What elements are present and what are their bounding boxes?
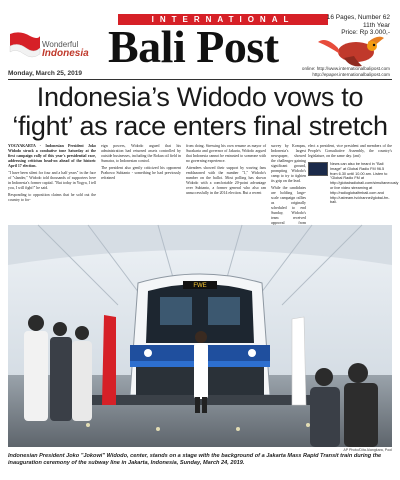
flag-icon [8, 30, 42, 60]
article-paragraph: Responding to opposition claims that he sold out the country to for- [8, 193, 96, 202]
garuda-bird-icon [316, 28, 386, 70]
article-paragraph: While the candidates are holding large-scale campaign rallies as originally scheduled to end Sunday, Widodo's team received approval from [271, 186, 306, 225]
edition-pages: 16 Pages, Number 62 [326, 14, 390, 21]
subway-train-photo [8, 225, 392, 447]
article-paragraph: The president also gently criticized his opponent Prabowo Subianto - something he had previously refrained [101, 166, 181, 180]
headline-line-1: Indonesia’s Widodo vows to [36, 82, 364, 112]
radio-notice-text: News can also be heard in "Bali Image" at Global Radio FM 96.5 from 6.30 until 10.00 am. Listen to "Global Radio FM at http://globalradiobali.com/simultaneously or live video streaming at http://radioglobalfmbali.com and http://ustream.tv/channel/global-fm-bali. [330, 162, 399, 205]
wonderful-indonesia-logo [8, 26, 104, 70]
article-body [8, 144, 399, 225]
article-paragraph: survey by Kompas, Indonesia's largest newspaper, showed the challenger gaining significant ground, prompting Widodo's camp to try to tighten its grip on the lead. [271, 144, 306, 183]
headline-line-2: ‘fight’ as race enters final stretch [12, 111, 388, 141]
article-lead: YOGYAKARTA - Indonesian President Joko Widodo struck a combative tone Saturday at the first campaign rally of this year's presidential race, addressing criticism head-on ahead of the historic April 17 election. [8, 144, 96, 168]
article-paragraph: "I have been silent for four and a half years" in the face of "slander," Widodo told thousands of supporters here in Indonesia's former capital. "But today in Yogya, I tell you, I will fight!" he said. [8, 171, 96, 190]
article-paragraph: eign powers, Widodo argued that his administration had returned assets controlled by outside businesses, including the Rokan oil field in Sumatra, to Indonesian control. [101, 144, 181, 163]
newspaper-title: Bali Post [108, 21, 279, 72]
edition-year: 11th Year [363, 21, 390, 29]
photo-credit: AP Photo/Dita Alangkara, Pool [343, 448, 392, 452]
radio-notice [308, 162, 399, 206]
logo-text [42, 40, 89, 58]
article-column-4 [271, 144, 306, 224]
masthead-title-wrap [108, 22, 328, 80]
issue-date: Monday, March 25, 2019 [8, 70, 82, 77]
article-column-3 [186, 144, 266, 224]
online-line-2[interactable]: http://epaper.internationalbalipost.com [312, 71, 390, 77]
article-column-1 [8, 144, 96, 224]
logo-big-text: Indonesia [42, 48, 89, 59]
divider [8, 79, 392, 80]
photo-caption: Indonesian President Joko "Jokowi" Widodo, center, stands on a stage with the background of a Jakarta Mass Rapid Transit train during the inauguration ceremony of the subway line in Jakarta, Indonesia, Sunday, March 24, 2019. [8, 453, 382, 466]
international-label: INTERNATIONAL [151, 15, 295, 24]
article-paragraph: elect a president, vice president and members of the People's Consultative Assembly, the country's legislature, on the same day. (ant) [308, 144, 392, 158]
online-line-1[interactable]: online: http://www.internationalbalipost.com [301, 66, 390, 71]
online-links [302, 66, 390, 77]
article-paragraph: from doing. Stressing his own resume as mayor of Surakarta and governor of Jakarta, Widodo argued that Indonesia cannot be entrusted to someone with no governing experience. [186, 144, 266, 163]
article-paragraph: Attendees showed their support by waving fans emblazoned with the number "1," Widodo's number on the ballot. Most polling has shown Widodo with a comfortable 20-point advantage over Subianto, a former general who also ran unsuccessfully in the 2014 election. But a recent [186, 166, 266, 195]
destination-sign-text: FWE [193, 283, 207, 289]
logo-small-text: Wonderful [42, 40, 79, 49]
edition-price: Price: Rp 3.000,- [341, 29, 390, 36]
front-page-photo [8, 225, 392, 447]
radio-logo-icon [308, 162, 328, 176]
article-column-5 [308, 144, 392, 160]
headline [8, 83, 392, 141]
article-column-2 [101, 144, 181, 224]
